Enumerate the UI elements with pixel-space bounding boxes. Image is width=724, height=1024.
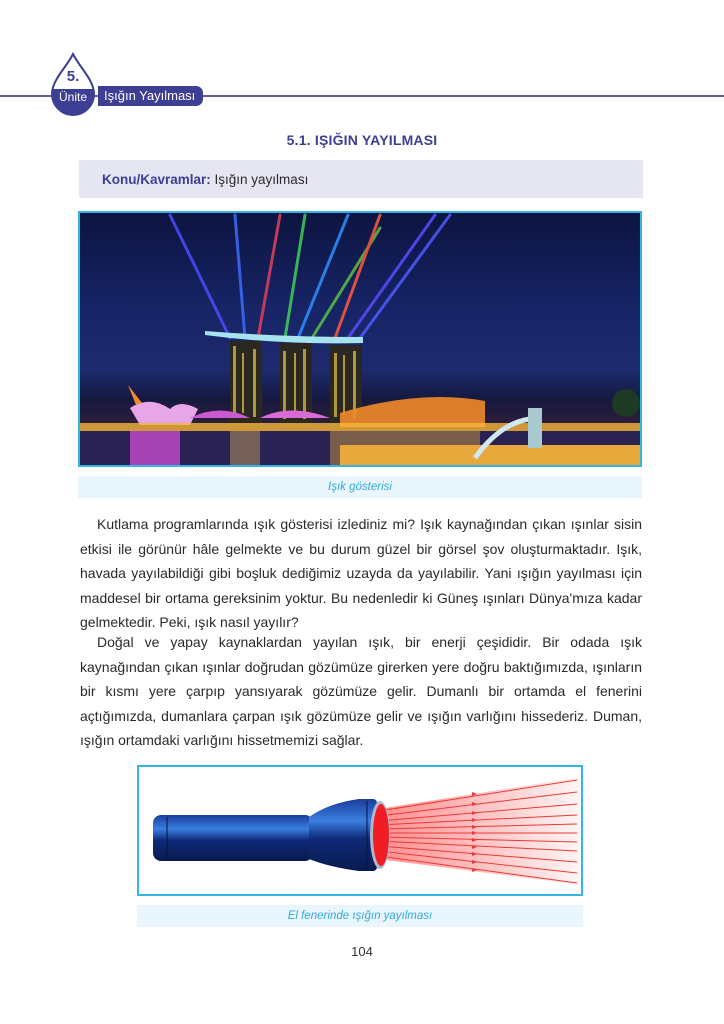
unit-label: Ünite	[58, 90, 87, 104]
photo-caption: Işık gösterisi	[78, 476, 642, 498]
paragraph-1: Kutlama programlarında ışık gösterisi izlediniz mi? Işık kaynağından çıkan ışınlar sisin etkisi ile görünür hâle gelmekte ve bu durum güzel bir görsel şov oluşturmaktadır. Işık, havada yayılabildiği gibi boşluk dediğimiz uzayda da yayılabilir. Yani ışığın yayılması için maddesel bir ortama gereksinim yoktur. Bu nedenledir ki Güneş ışınları Dünya'mıza kadar gelmektedir. Peki, ışık nasıl yayılır?	[80, 516, 642, 631]
topic-value: Işığın yayılması	[210, 172, 309, 187]
topic-box	[79, 160, 643, 198]
unit-number: 5.	[66, 68, 80, 85]
flashlight-icon	[139, 767, 581, 894]
chapter-title: Işığın Yayılması	[98, 86, 203, 106]
paragraph-2: Doğal ve yapay kaynaklardan yayılan ışık, bir enerji çeşididir. Bir odada ışık kaynağından çıkan ışınlar doğrudan gözümüze girerken yere doğru baktığımızda, ışınların bir kısmı yere çarpıp yansıyarak gözümüze gelir. Dumanlı bir ortamda el fenerini açtığımızda, dumanlara çarpan ışık gözümüze gelir ve ışığın varlığını hissederiz. Duman, ışığın ortamdaki varlığını hissetmemizi sağlar.	[80, 634, 642, 749]
flashlight-figure	[137, 765, 583, 896]
light-show-photo	[78, 211, 642, 467]
flashlight-caption: El fenerinde ışığın yayılması	[137, 905, 583, 927]
section-title: 5.1. IŞIĞIN YAYILMASI	[286, 132, 438, 148]
light-show-image	[80, 213, 640, 465]
page-number: 104	[351, 944, 373, 959]
topic-line	[102, 172, 308, 187]
topic-label: Konu/Kavramlar:	[102, 172, 211, 187]
